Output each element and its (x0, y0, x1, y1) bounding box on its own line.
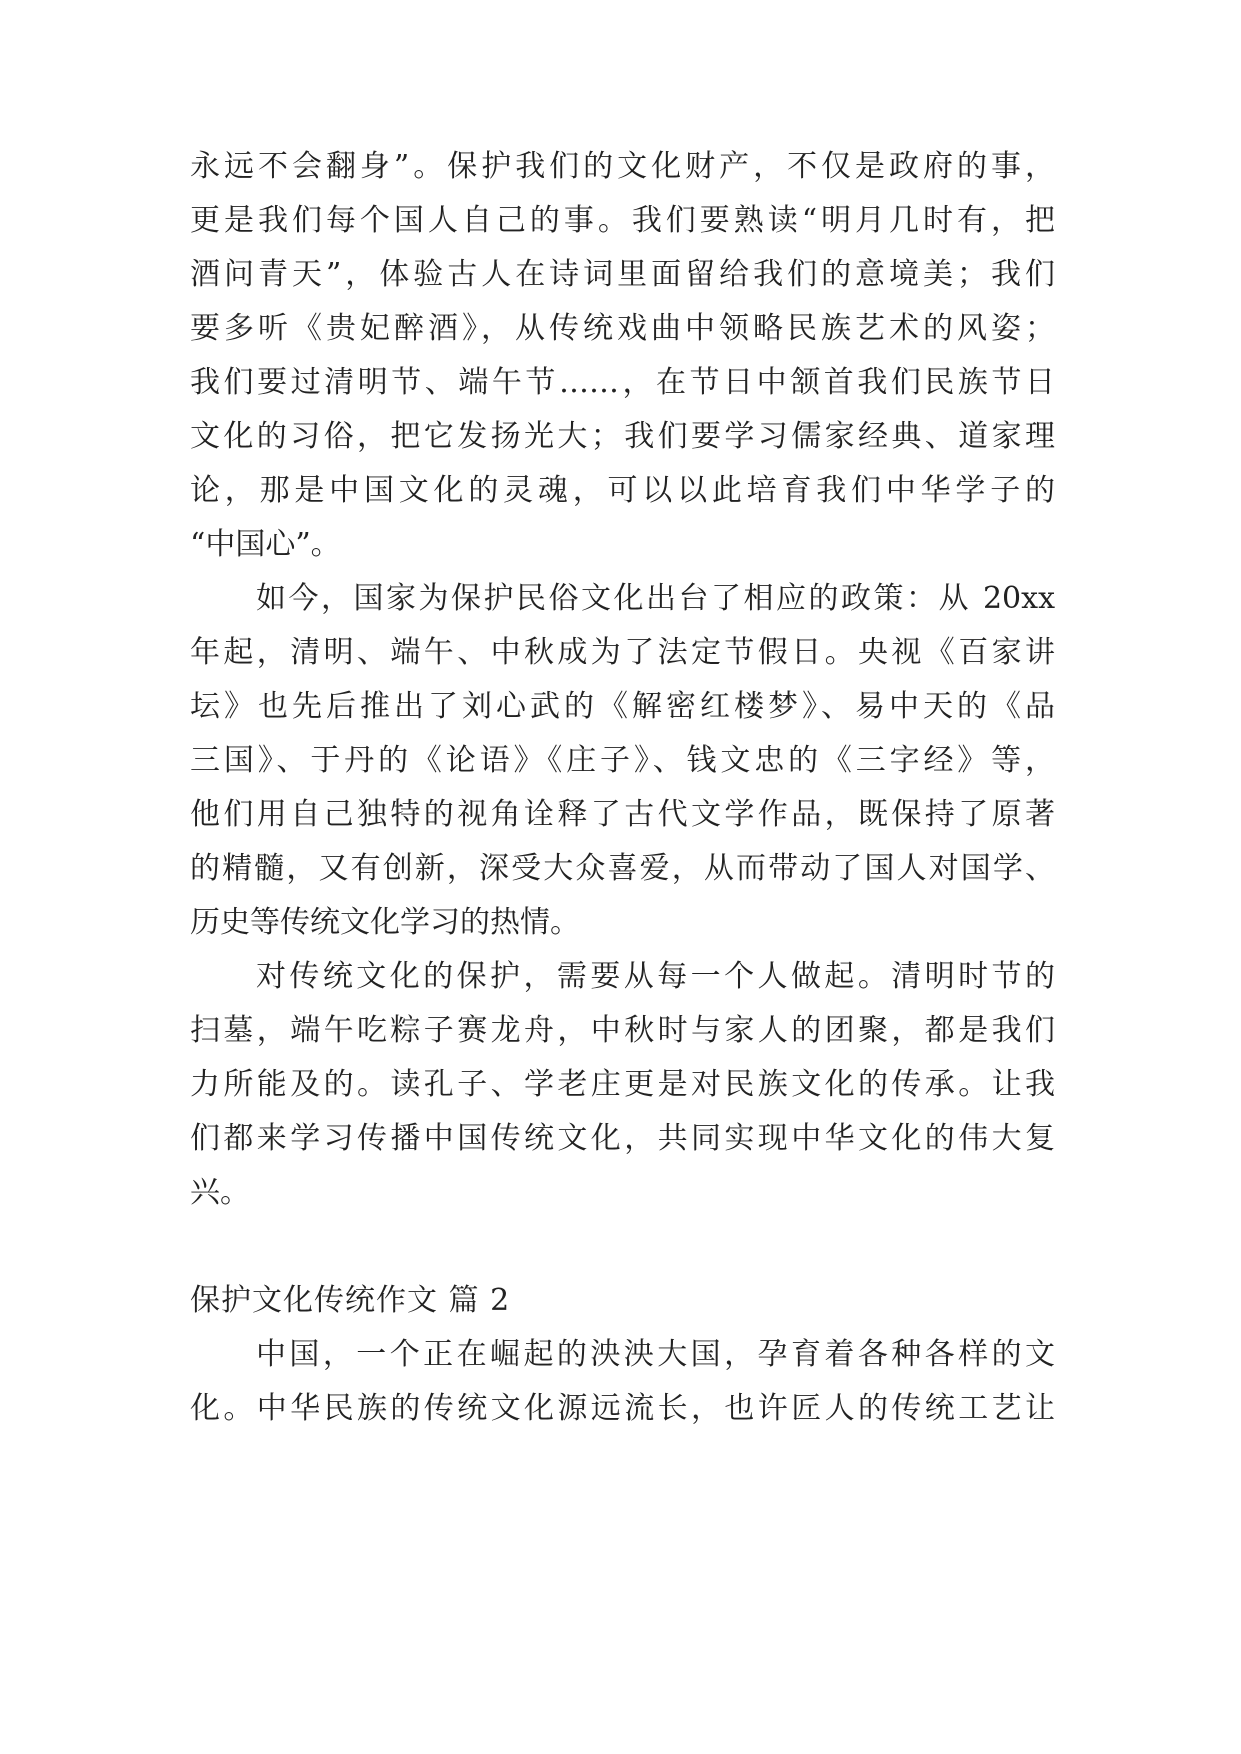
paragraph-start-line: 对传统文化的保护，需要从每一个人做起。清明时节的 (256, 959, 1055, 994)
text-line: 坛》也先后推出了刘心武的《解密红楼梦》、易中天的《品 (190, 689, 1055, 724)
text-line: 酒问青天”，体验古人在诗词里面留给我们的意境美；我们 (190, 257, 1055, 292)
text-line: “中国心”。 (190, 527, 341, 562)
text-line: 我们要过清明节、端午节……，在节日中颔首我们民族节日 (190, 365, 1055, 400)
text-line: 年起，清明、端午、中秋成为了法定节假日。央视《百家讲 (190, 635, 1055, 670)
paragraph-start-line: 中国，一个正在崛起的泱泱大国，孕育着各种各样的文 (256, 1337, 1055, 1372)
text-line: 们都来学习传播中国传统文化，共同实现中华文化的伟大复 (190, 1121, 1055, 1156)
text-line: 的精髓，又有创新，深受大众喜爱，从而带动了国人对国学、 (190, 851, 1055, 886)
text-line: 历史等传统文化学习的热情。 (190, 905, 580, 940)
text-line: 力所能及的。读孔子、学老庄更是对民族文化的传承。让我 (190, 1067, 1055, 1102)
text-line: 更是我们每个国人自己的事。我们要熟读“明月几时有，把 (190, 203, 1055, 238)
text-line: 永远不会翻身”。保护我们的文化财产，不仅是政府的事， (190, 149, 1055, 184)
section-heading: 保护文化传统作文 篇 2 (190, 1283, 511, 1318)
text-line: 三国》、于丹的《论语》《庄子》、钱文忠的《三字经》等， (190, 743, 1055, 778)
paragraph-start-line: 如今，国家为保护民俗文化出台了相应的政策：从 20xx (256, 581, 1055, 616)
text-line: 要多听《贵妃醉酒》，从传统戏曲中领略民族艺术的风姿； (190, 311, 1055, 346)
text-line: 化。中华民族的传统文化源远流长，也许匠人的传统工艺让 (190, 1391, 1055, 1426)
text-line: 他们用自己独特的视角诠释了古代文学作品，既保持了原著 (190, 797, 1055, 832)
text-line: 文化的习俗，把它发扬光大；我们要学习儒家经典、道家理 (190, 419, 1055, 454)
text-line: 兴。 (190, 1175, 250, 1210)
text-line: 论，那是中国文化的灵魂，可以以此培育我们中华学子的 (190, 473, 1055, 508)
text-line: 扫墓，端午吃粽子赛龙舟，中秋时与家人的团聚，都是我们 (190, 1013, 1055, 1048)
